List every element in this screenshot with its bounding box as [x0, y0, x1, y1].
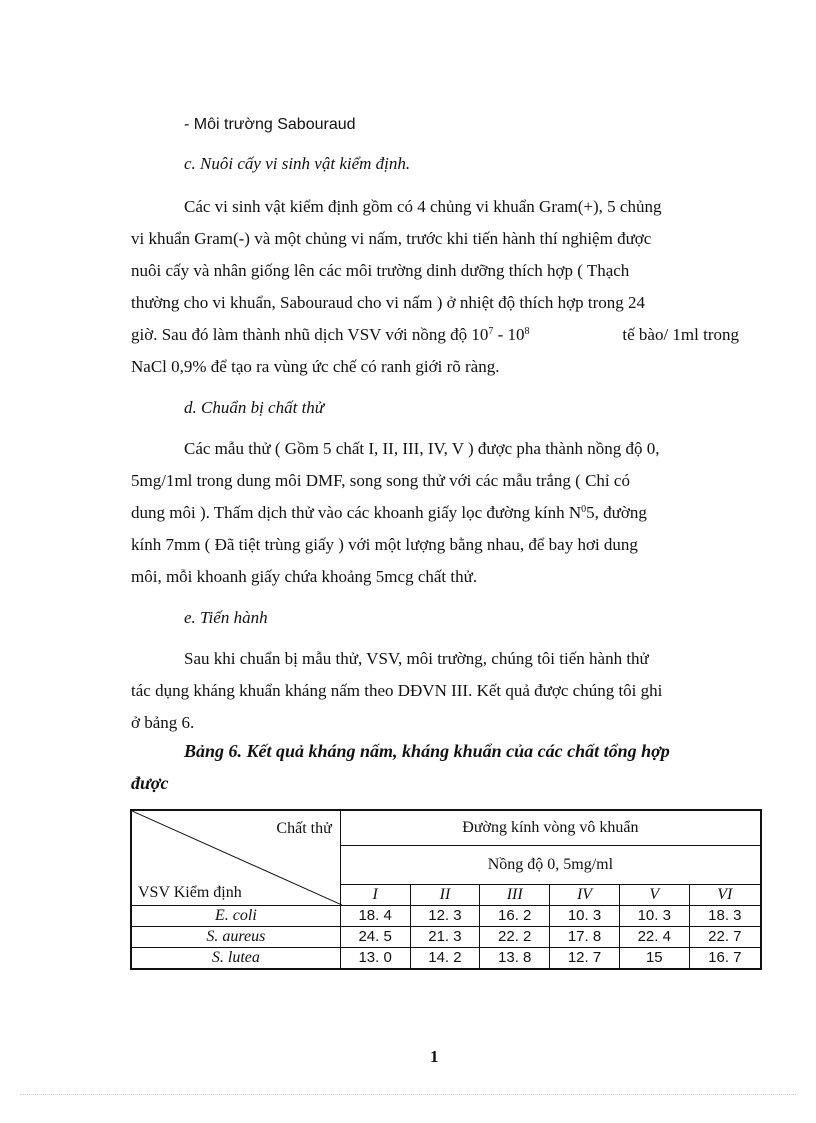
text: 5, đường: [586, 503, 647, 522]
table-header-row-1: [131, 810, 761, 846]
value-cell: 10. 3: [550, 906, 620, 927]
column-header: V: [619, 885, 689, 906]
page-number: 1: [430, 1047, 439, 1066]
text: Các vi sinh vật kiểm định gồm có 4 chủng vi khuẩn Gram(+), 5 chủng: [184, 197, 662, 216]
paragraph-2-line-2: [131, 470, 739, 492]
text: tế bào/ 1ml trong: [622, 325, 739, 344]
text: - 10: [493, 325, 525, 344]
paragraph-2-line-5: môi, mỗi khoanh giấy chứa khoảng 5mcg chất thử.: [131, 567, 478, 586]
text: tác dụng kháng khuẩn kháng nấm theo DĐVN III. Kết quả được chúng tôi ghi: [131, 681, 663, 700]
text: vi khuẩn Gram(-) và một chủng vi nấm, trước khi tiến hành thí nghiệm được: [131, 229, 652, 248]
paragraph-1-line-3: [131, 260, 739, 282]
paragraph-2-line-3: [131, 502, 739, 524]
superscript: 8: [524, 326, 530, 337]
text: kính 7mm ( Đã tiệt trùng giấy ) với một lượng bằng nhau, để bay hơi dung: [131, 535, 638, 554]
list-item-sabouraud: - Môi trường Sabouraud: [184, 116, 356, 133]
diagonal-header-cell: [131, 810, 340, 906]
value-cell: 15: [619, 948, 689, 970]
section-heading-e: e. Tiến hành: [184, 608, 268, 627]
value-cell: 17. 8: [550, 927, 620, 948]
organism-cell: E. coli: [131, 906, 340, 927]
value-cell: 13. 0: [340, 948, 410, 970]
value-cell: 16. 7: [689, 948, 761, 970]
value-cell: 22. 7: [689, 927, 761, 948]
paragraph-1-line-2: [131, 228, 739, 250]
table-caption: Bảng 6. Kết quả kháng nấm, kháng khuẩn của các chất tổng hợp: [184, 741, 670, 761]
page-divider: [20, 1094, 796, 1095]
table-row: [131, 906, 761, 927]
paragraph-3-line-2: [131, 680, 739, 702]
table-row: [131, 927, 761, 948]
value-cell: 22. 2: [480, 927, 550, 948]
text: thường cho vi khuẩn, Sabouraud cho vi nấm ) ở nhiệt độ thích hợp trong 24: [131, 293, 645, 312]
value-cell: 22. 4: [619, 927, 689, 948]
diagonal-header: [132, 811, 340, 905]
table-row: [131, 948, 761, 970]
paragraph-1-line-4: [131, 292, 739, 314]
column-header: IV: [550, 885, 620, 906]
value-cell: 12. 3: [410, 906, 480, 927]
paragraph-2-line-1: [184, 438, 739, 460]
paragraph-3-line-1: [184, 648, 739, 670]
superscript: 7: [488, 326, 494, 337]
value-cell: 16. 2: [480, 906, 550, 927]
value-cell: 12. 7: [550, 948, 620, 970]
text: nuôi cấy và nhân giống lên các môi trường dinh dưỡng thích hợp ( Thạch: [131, 261, 630, 280]
paragraph-3-line-3: ở bảng 6.: [131, 713, 195, 732]
column-header: II: [410, 885, 480, 906]
paragraph-1-line-1: [184, 196, 739, 218]
value-cell: 18. 4: [340, 906, 410, 927]
paragraph-1-line-5: [131, 324, 739, 346]
text: dung môi ). Thấm dịch thử vào các khoanh giấy lọc đường kính N: [131, 503, 582, 522]
concentration-header: Nồng độ 0, 5mg/ml: [340, 846, 761, 885]
text-fragment: [131, 502, 647, 524]
corner-top-label: Chất thử: [276, 820, 332, 837]
section-heading-d: d. Chuẩn bị chất thử: [184, 398, 325, 417]
value-cell: 24. 5: [340, 927, 410, 948]
value-cell: 13. 8: [480, 948, 550, 970]
column-header: VI: [689, 885, 761, 906]
superscript: 0: [581, 504, 587, 515]
text: 5mg/1ml trong dung môi DMF, song song thử với các mẫu trắng ( Chỉ có: [131, 471, 630, 490]
text: Các mẫu thử ( Gồm 5 chất I, II, III, IV, V ) được pha thành nồng độ 0,: [184, 439, 660, 458]
section-heading-c: c. Nuôi cấy vi sinh vật kiểm định.: [184, 154, 411, 173]
text: Sau khi chuẩn bị mẫu thử, VSV, môi trường, chúng tôi tiến hành thử: [184, 649, 649, 668]
column-header: III: [480, 885, 550, 906]
results-table: [130, 809, 762, 970]
text-fragment: [131, 324, 530, 346]
corner-bottom-label: VSV Kiểm định: [138, 884, 242, 901]
paragraph-1-line-6: NaCl 0,9% để tạo ra vùng ức chế có ranh giới rõ ràng.: [131, 357, 500, 376]
group-header: Đường kính vòng vô khuẩn: [340, 810, 761, 846]
text: giờ. Sau đó làm thành nhũ dịch VSV với nồng độ 10: [131, 325, 489, 344]
column-header: I: [340, 885, 410, 906]
organism-cell: S. aureus: [131, 927, 340, 948]
value-cell: 21. 3: [410, 927, 480, 948]
value-cell: 18. 3: [689, 906, 761, 927]
table-caption-continued: được: [131, 773, 169, 793]
value-cell: 14. 2: [410, 948, 480, 970]
paragraph-2-line-4: [131, 534, 739, 556]
value-cell: 10. 3: [619, 906, 689, 927]
organism-cell: S. lutea: [131, 948, 340, 970]
